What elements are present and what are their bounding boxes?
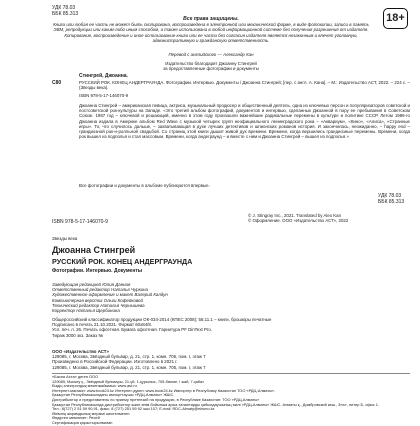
catalog-author: Стингрей, Джоанна.	[79, 73, 128, 79]
publisher-note	[52, 61, 370, 71]
udk-block-bottom	[378, 193, 404, 205]
kz-line: Интернет-магазин: www.book24.kz Интернет-дүкен: www.book24.kz Импортер в Республику Казахстан ТОО «РДЦ-Алматы».	[52, 387, 276, 393]
rights-heading: Все права защищены.	[183, 16, 239, 22]
book-title: РУССКИЙ РОК. КОНЕЦ АНДЕРГРАУНДА	[52, 257, 193, 266]
udk-line-2: УДК 78.03	[378, 193, 402, 199]
publisher-block	[52, 349, 206, 370]
print-info-line: Тираж 3000 экз. Заказ №	[52, 332, 104, 338]
kz-line: Қазақстан Республикасындағы импорттаушы «РДЦ-Алматы» ЖШС.	[52, 392, 175, 398]
rights-text-1: Книга или любая ее часть не может быть скопирована, воспроизведена в электронной или механической форме, в виде фотокопии, записи в память ЭВМ, репродукции или каким-либо иным способом, а также использована в любой информационной системе без получения разрешения от издателя.	[53, 22, 369, 33]
rights-notice	[52, 17, 370, 43]
credit-line: Ответственный редактор Наталья Чуркина	[52, 287, 148, 293]
kz-line: Тел.: 8(727) 2 51 59 90,91, факс: 8 (727) 251 59 92 ішкі 107; E-mail: RDC-Almaty@eksmo.kz	[52, 406, 215, 412]
print-info	[52, 317, 272, 338]
kz-line: 129085, Мәскеу қ., Звёздный бульвары, 21-үй, 1-құрылыс, 705-бөлме, I жай, 7-қабат.	[52, 378, 205, 384]
credit-line: Корректор Наталья Щербинина	[52, 308, 120, 314]
publisher-note-line-2: за предоставленные фотографии и документы	[163, 66, 259, 72]
catalog-code: С80	[52, 80, 62, 86]
publisher-name: ООО «Издательство АСТ»	[52, 349, 109, 354]
kz-line: Біздің электрондық мекенжайымыз: www.ast.ru	[52, 383, 137, 389]
credit-line: Заведующая редакцией Юлия Данная	[52, 282, 131, 287]
catalog-isbn: ISBN 978-5-17-146070-9	[79, 93, 129, 98]
bbk-line-2: ББК 85.313	[378, 199, 405, 205]
age-rating-badge: 18+	[383, 8, 408, 29]
bbk-line: ББК 85.313	[52, 11, 79, 17]
print-info-line: Подписано в печать 21.10.2021. Формат 60x84/8.	[52, 322, 153, 328]
kz-line: Өндірген мемлекет: Ресей	[52, 415, 100, 421]
kz-block	[52, 375, 410, 426]
copyright-block	[248, 213, 348, 223]
divider	[52, 373, 410, 374]
photo-note: Все фотографии и документы в альбоме публикуются впервые.	[79, 183, 210, 188]
author-name: Джоанна Стингрей	[52, 245, 136, 255]
kz-line: Дистрибьютор и представитель по приему претензий на продукцию, в Республике Казахстан: ТОО «РДЦ-Алматы»	[52, 396, 260, 402]
isbn: ISBN 978-5-17-146070-9	[52, 219, 108, 225]
copyright-line-2: © Оформление. ООО «Издательство АСТ», 2022	[248, 218, 349, 224]
kz-line: Өнімнің жарамдылық мерзімі шектелмеген.	[52, 410, 131, 416]
credits-list	[52, 282, 168, 313]
kz-line: «Баспа Аста» деген ООО	[52, 374, 99, 379]
catalog-entry: РУССКИЙ РОК. КОНЕЦ АНДЕРГРАУНДА. Фотографии. Интервью. Документы / Джоанна Стингрей; [пер. с англ. А. Кана]. – М.: Издательство АСТ, 2022. – 224 с. – (Звезды века).	[79, 80, 410, 91]
print-info-line: Усл. печ. л. 26. Печать офсетная. Бумага офсетная. Гарнитура PF DinText Pro.	[52, 327, 213, 333]
kz-line: Қазақстан Республикасында дистрибьютор және өнім бойынша арыз-талаптарды қабылдаушының өкілі «РДЦ-Алматы» ЖШС, Алматы қ., Домбровский көш., 3«а», литер Б, офис 1.	[52, 401, 379, 407]
udk-block-top	[52, 5, 78, 17]
book-description: Джоанна Стингрей – американская певица, актриса, музыкальный продюсер и общественный деятель, одна из ключевых персон и популяризаторов советской и постсоветской рок-культуры на Западе. «Это третий альбом фотографий, документов и интервью, сделанных Джоанной в пору ее пребывания в Советском Союзе. 1987 год – ключевой и решающий, именно в этом году произошли важнейшие радикальные перемены в культуре и политике СССР. Летом 1986-го Джоанна издала в Америке альбом Red Wave с музыкой четырех групп неофициального ленинградского рока – «Аквариум», «Кино», «Алиса», «Странные игры». То, что случилось дальше, – захватывающая в духе лучших детективов и шпионских романов история. И закончилась, неожиданно, – happy end – грандиозной рок-н-ролльной свадьбой. Со страниц этой книги дышит живой дух времени. Времени, когда вершились грандиозные перемены. Времени, когда рок вышел из подполья и стал массовым. Времени, когда андеграунд – и вместе с ним и Джоанна Стингрей – вышел из подполья.»	[79, 103, 410, 140]
credit-line: Компьютерная верстка Ольги Кофейковой	[52, 297, 143, 303]
manufacturer-line: Произведено в Российской Федерации. Изготовлено в 2021 г.	[52, 359, 178, 365]
credit-line: Художественное оформление и макет Валерий Калдун	[52, 292, 168, 298]
classifier-line: Общероссийский классификатор продукции ОК-034-2014 (КПЕС 2008); 58.11.1 – книги, брошюры печатные	[52, 317, 272, 322]
series-label: Звезды века	[52, 236, 78, 241]
credit-line: Технический редактор Наталья Чернышева	[52, 302, 145, 308]
udk-line: УДК 78.03	[52, 5, 76, 11]
rights-text-2: Копирование, воспроизведение и иное использование книги или ее части без согласия издателя является незаконным и влечет уголовную, административную и гражданскую ответственность.	[64, 32, 358, 43]
book-subtitle: Фотографии. Интервью. Документы	[52, 268, 143, 274]
translator-line: Перевод с английского — Александр Кан	[168, 52, 254, 57]
copyright-line-1: © J. Stingray Inc., 2021. Translated by Alex Kan	[248, 213, 342, 218]
publisher-note-line: Издательство благодарит Джоанну Стингрей	[165, 61, 257, 66]
publisher-address: 129085, г. Москва, Звёздный бульвар, д. 21, стр. 1, комн. 705, пом. I, этаж 7	[52, 354, 206, 360]
kz-line: Сертификация қарастырылмаған	[52, 419, 113, 425]
manufacturer-address: 129085, г. Москва, Звёздный бульвар, д. 21, стр. 1, комн. 705, пом. I, этаж 7	[52, 364, 206, 370]
